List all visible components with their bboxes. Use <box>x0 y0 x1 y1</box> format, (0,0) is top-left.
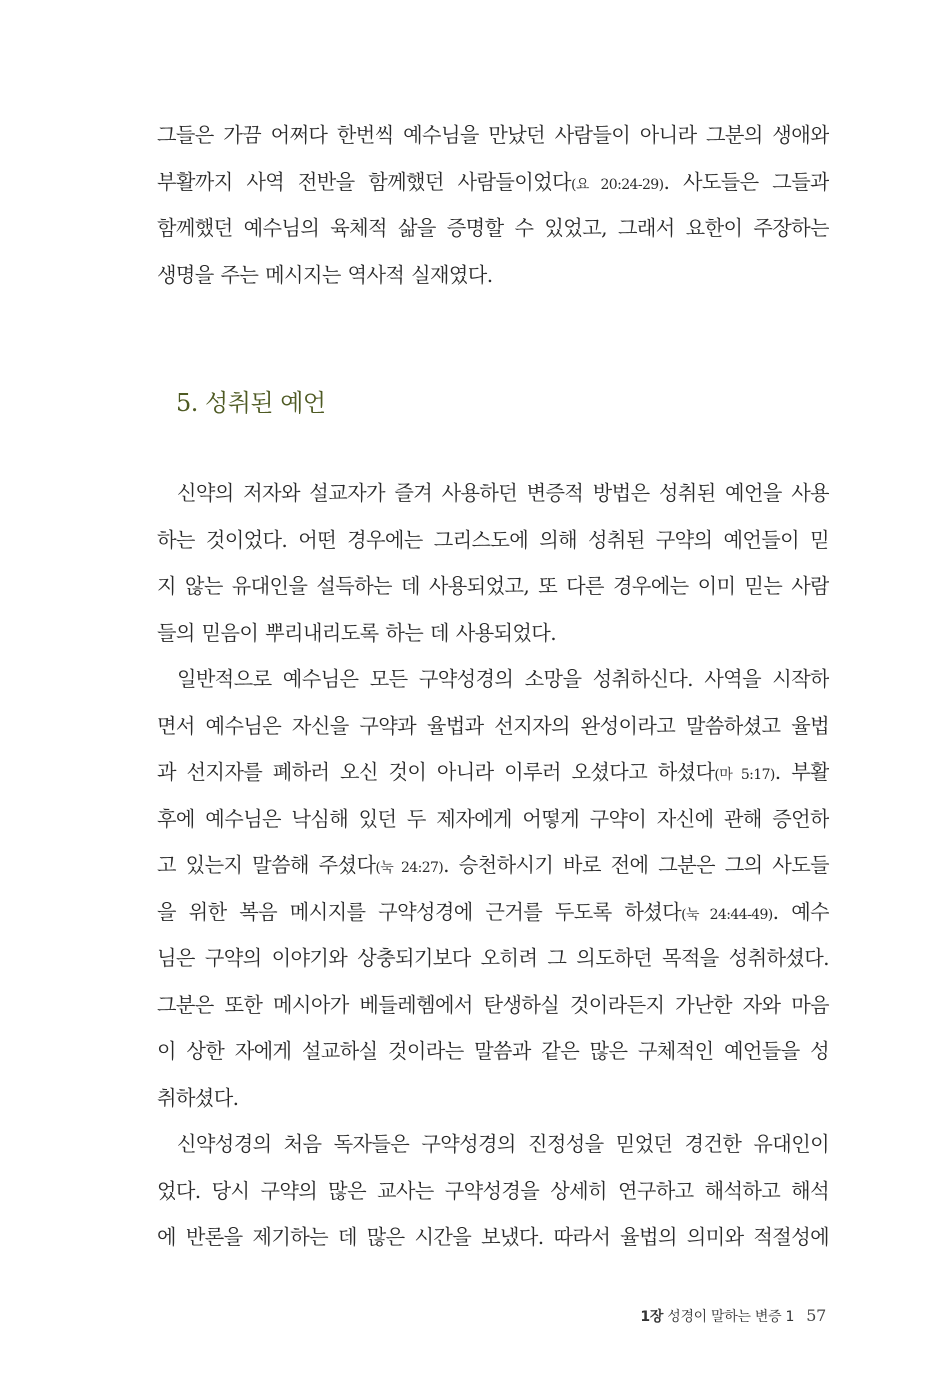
text-line: 면서 예수님은 자신을 구약과 율법과 선지자의 완성이라고 말씀하셨고 율법 <box>157 713 829 738</box>
scripture-reference: (눅 24:44-49) <box>681 906 773 923</box>
page-footer <box>640 1306 826 1326</box>
text-line <box>157 842 829 889</box>
running-title: 성경이 말하는 변증 1 <box>667 1309 795 1325</box>
text-line: 생명을 주는 메시지는 역사적 실재였다. <box>157 262 493 287</box>
text-line: 신약성경의 처음 독자들은 구약성경의 진정성을 믿었던 경건한 유대인이 <box>177 1132 829 1156</box>
text-line: 그들은 가끔 어쩌다 한번씩 예수님을 만났던 사람들이 아니라 그분의 생애와 <box>157 123 829 147</box>
text-line: 었다. 당시 구약의 많은 교사는 구약성경을 상세히 연구하고 해석하고 해석 <box>157 1178 829 1203</box>
text-line: 함께했던 예수님의 육체적 삶을 증명할 수 있었고, 그래서 요한이 주장하는 <box>157 216 829 240</box>
text-line <box>157 159 829 206</box>
text-line: 하는 것이었다. 어떤 경우에는 그리스도에 의해 성취된 구약의 예언들이 믿 <box>157 527 829 552</box>
text-line: 들의 믿음이 뿌리내리도록 하는 데 사용되었다. <box>157 620 557 645</box>
scripture-reference: (눅 24:27) <box>375 860 444 876</box>
text-line: 이 상한 자에게 설교하실 것이라는 말씀과 같은 많은 구체적인 예언들을 성 <box>157 1039 829 1063</box>
line-text: . 사도들은 그들과 <box>663 169 829 194</box>
line-text: . 승천하시기 바로 전에 그분은 그의 사도들 <box>443 853 829 877</box>
line-text: . 부활 <box>774 760 829 784</box>
scripture-reference: (마 5:17) <box>714 767 775 783</box>
page-number: 57 <box>806 1306 826 1325</box>
line-text: 고 있는지 말씀해 주셨다 <box>157 853 376 877</box>
line-text: 과 선지자를 폐하러 오신 것이 아니라 이루러 오셨다고 하셨다 <box>157 760 715 784</box>
intro-paragraph <box>157 112 829 298</box>
text-line: 후에 예수님은 낙심해 있던 두 제자에게 어떻게 구약이 자신에 관해 증언하 <box>157 806 829 831</box>
line-text: 을 위한 복음 메시지를 구약성경에 근거를 두도록 하셨다 <box>157 899 682 924</box>
scripture-reference: (요 20:24-29) <box>570 176 664 193</box>
body-text <box>157 470 829 1261</box>
text-line <box>157 749 829 796</box>
line-text: 부활까지 사역 전반을 함께했던 사람들이었다 <box>157 169 571 194</box>
section-heading: 5. 성취된 예언 <box>176 389 326 417</box>
text-line: 신약의 저자와 설교자가 즐겨 사용하던 변증적 방법은 성취된 예언을 사용 <box>177 481 829 505</box>
text-line: 취하셨다. <box>157 1085 239 1110</box>
text-line: 님은 구약의 이야기와 상충되기보다 오히려 그 의도하던 목적을 성취하셨다. <box>157 946 829 970</box>
text-line: 지 않는 유대인을 설득하는 데 사용되었고, 또 다른 경우에는 이미 믿는 사람 <box>157 574 829 598</box>
chapter-label: 1장 <box>640 1309 664 1325</box>
line-text: . 예수 <box>772 899 829 924</box>
text-line: 일반적으로 예수님은 모든 구약성경의 소망을 성취하신다. 사역을 시작하 <box>177 667 829 691</box>
text-line <box>157 889 829 936</box>
text-line: 그분은 또한 메시아가 베들레헴에서 탄생하실 것이라든지 가난한 자와 마음 <box>157 992 829 1017</box>
text-line: 에 반론을 제기하는 데 많은 시간을 보냈다. 따라서 율법의 의미와 적절성에 <box>157 1225 829 1249</box>
